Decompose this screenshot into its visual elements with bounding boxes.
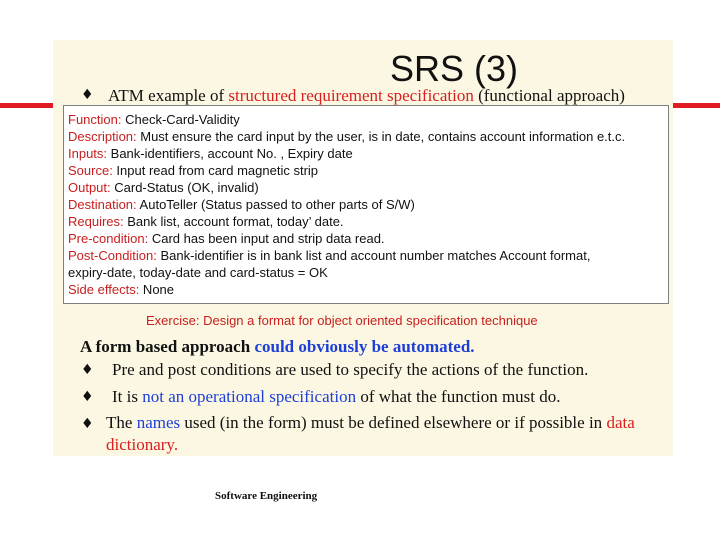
form-approach-highlight: could obviously be automated. [254,337,475,356]
spec-line-output: Output: Card-Status (OK, invalid) [68,180,259,195]
spec-line-requires: Requires: Bank list, account format, today’ date. [68,214,344,229]
right-red-rule [672,103,720,108]
footer-text: Software Engineering [215,490,318,502]
bullet-not-operational: It is not an operational specification of what the function must do. [112,387,561,406]
spec-line-description: Description: Must ensure the card input by the user, is in date, contains account information e.t.c. [68,129,626,144]
spec-line-post-condition: Post-Condition: Bank-identifier is in bank list and account number matches Account format, [68,248,591,263]
bullet-diamond-icon: ♦ [81,416,94,432]
spec-line-post-condition-cont: expiry-date, today-date and card-status = OK [68,265,328,280]
left-red-rule [0,103,55,108]
spec-line-destination: Destination: AutoTeller (Status passed to other parts of S/W) [68,197,415,212]
bullet-diamond-icon: ♦ [81,362,94,378]
intro-suffix: (functional approach) [473,86,625,105]
intro-highlight: structured requirement specification [228,86,474,105]
bullet-names-cont: dictionary. [106,435,179,454]
bullet-diamond-icon: ♦ [81,87,94,103]
spec-line-source: Source: Input read from card magnetic strip [68,163,319,178]
spec-line-inputs: Inputs: Bank-identifiers, account No. , Expiry date [68,146,353,161]
form-approach-line [80,337,475,357]
intro-line [108,86,625,106]
form-approach-prefix: A form based approach [80,337,255,356]
bullet-pre-post: Pre and post conditions are used to specify the actions of the function. [112,360,589,379]
exercise-text: Exercise: Design a format for object oriented specification technique [146,313,538,328]
spec-box [63,105,669,304]
slide-title: SRS (3) [390,48,519,89]
bullet-names: The names used (in the form) must be defined elsewhere or if possible in data [106,413,635,432]
intro-prefix: ATM example of [108,86,229,105]
spec-line-function: Function: Check-Card-Validity [68,112,240,127]
bullet-diamond-icon: ♦ [81,389,94,405]
spec-line-side-effects: Side effects: None [68,282,175,297]
spec-line-pre-condition: Pre-condition: Card has been input and strip data read. [68,231,385,246]
